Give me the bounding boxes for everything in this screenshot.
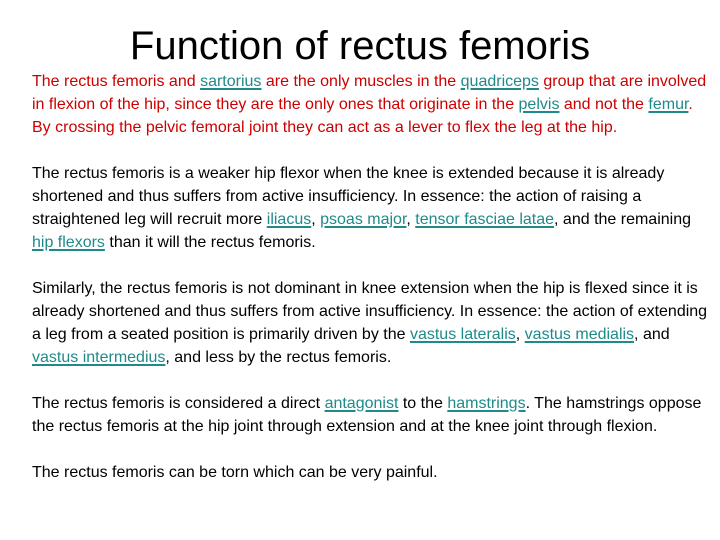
text-segment: Similarly, the rectus femoris is not dominant in knee extension when the hip is flexed since it is already shortened and thus suffers from active insufficiency. In essence: the action of extending a leg from a seated position is primarily driven by the xyxy=(32,280,708,343)
text-segment: , xyxy=(515,326,525,343)
text-segment: . The hamstrings oppose the rectus femoris at the hip joint through extension and at the knee joint through flexion. xyxy=(32,395,702,435)
text-segment: , and xyxy=(634,326,670,343)
text-segment: . By crossing the pelvic femoral joint they can act as a lever to flex the leg at the hip. xyxy=(32,96,693,136)
text-segment: group that are involved in flexion of the hip, since they are the only ones that originate in the xyxy=(32,73,707,113)
link-hip-flexors[interactable]: hip flexors xyxy=(32,234,105,251)
page-title: Function of rectus femoris xyxy=(129,24,591,68)
link-vastus-intermedius[interactable]: vastus intermedius xyxy=(32,349,166,366)
link-femur[interactable]: femur xyxy=(648,96,689,113)
text-segment: , xyxy=(406,211,416,228)
link-vastus-lateralis[interactable]: vastus lateralis xyxy=(409,326,516,343)
text-segment: The rectus femoris is a weaker hip flexor when the knee is extended because it is already shortened and thus suffers from active insufficiency. In essence: the action of raising a straightened leg will recruit more xyxy=(32,165,665,228)
link-antagonist[interactable]: antagonist xyxy=(324,395,399,412)
text-segment: and not the xyxy=(559,96,649,113)
text-segment: , and the remaining xyxy=(554,211,692,228)
text-segment: are the only muscles in the xyxy=(261,73,461,90)
paragraph-weak-hip-flexor xyxy=(32,162,712,254)
text-segment: The rectus femoris can be torn which can be very painful. xyxy=(32,464,438,481)
link-pelvis[interactable]: pelvis xyxy=(518,96,560,113)
text-segment: than it will the rectus femoris. xyxy=(104,234,316,251)
text-segment: The rectus femoris is considered a direct xyxy=(32,395,325,412)
link-quadriceps[interactable]: quadriceps xyxy=(460,73,539,90)
content-body xyxy=(32,70,712,484)
paragraph-spacer xyxy=(32,438,712,461)
paragraph-spacer xyxy=(32,139,712,162)
link-sartorius[interactable]: sartorius xyxy=(200,73,262,90)
text-segment: , xyxy=(311,211,321,228)
text-segment: to the xyxy=(398,395,448,412)
text-segment: The rectus femoris and xyxy=(32,73,201,90)
paragraph-knee-extension xyxy=(32,277,712,369)
link-iliacus[interactable]: iliacus xyxy=(266,211,312,228)
paragraph-flexion-hip xyxy=(32,70,712,139)
link-hamstrings[interactable]: hamstrings xyxy=(447,395,526,412)
paragraph-antagonist xyxy=(32,392,712,438)
text-segment: , and less by the rectus femoris. xyxy=(165,349,392,366)
paragraph-tear xyxy=(32,461,712,484)
link-vastus-medialis[interactable]: vastus medialis xyxy=(524,326,635,343)
link-psoas-major[interactable]: psoas major xyxy=(320,211,407,228)
paragraph-spacer xyxy=(32,254,712,277)
paragraph-spacer xyxy=(32,369,712,392)
link-tensor-fasciae-latae[interactable]: tensor fasciae latae xyxy=(415,211,555,228)
